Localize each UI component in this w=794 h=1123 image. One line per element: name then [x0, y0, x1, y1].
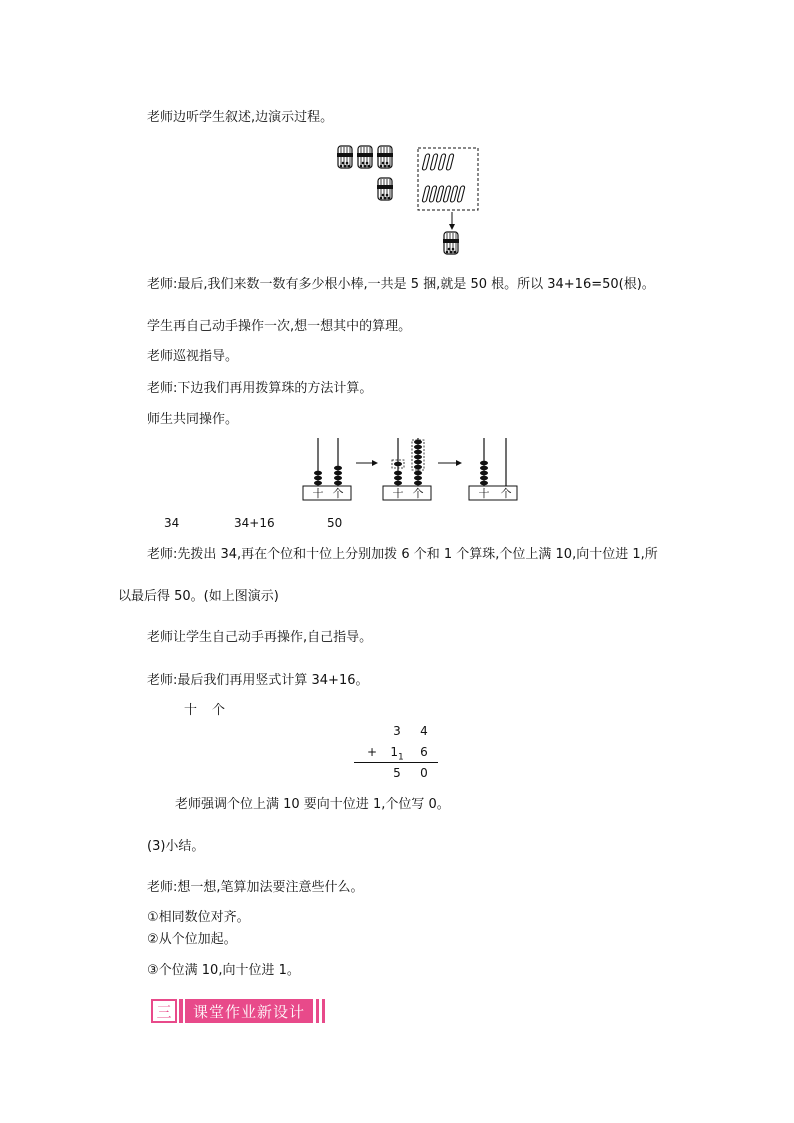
abacus-label-ones: 个 — [332, 487, 344, 500]
vertical-row1-tens: 3 — [393, 724, 401, 738]
vertical-row2-tens — [387, 745, 407, 762]
summary-point-3: ③个位满 10,向十位进 1。 — [147, 963, 300, 978]
section-title: 课堂作业新设计 — [185, 999, 313, 1023]
sticks-figure — [334, 142, 494, 262]
paragraph-self-operate: 老师让学生自己动手再操作,自己指导。 — [147, 630, 373, 645]
vertical-operator: + — [366, 745, 378, 759]
abacus-caption-34-plus-16: 34+16 — [234, 516, 275, 530]
abacus-34 — [303, 438, 351, 500]
bundle-3 — [377, 146, 393, 168]
abacus-caption-50: 50 — [327, 516, 343, 530]
abacus-figure — [300, 436, 540, 506]
section-banner — [151, 999, 325, 1023]
paragraph-teacher-guide: 老师巡视指导。 — [147, 349, 239, 364]
summary-point-2: ②从个位加起。 — [147, 932, 237, 947]
banner-stripe-1 — [316, 999, 319, 1023]
vertical-row2-ones: 6 — [420, 745, 428, 759]
carry-mark: 1 — [397, 752, 404, 763]
svg-text:个: 个 — [412, 487, 424, 500]
bundle-result — [443, 232, 459, 254]
paragraph-summary-question: 老师:想一想,笔算加法要注意些什么。 — [147, 880, 364, 895]
abacus-label-tens: 十 — [312, 487, 324, 500]
bundle-4 — [377, 178, 393, 200]
svg-text:个: 个 — [500, 487, 512, 500]
abacus-caption-34: 34 — [164, 516, 180, 530]
paragraph-summary-heading: (3)小结。 — [147, 839, 205, 854]
paragraph-together: 师生共同操作。 — [147, 412, 239, 427]
vertical-result-tens: 5 — [393, 766, 401, 780]
paragraph-abacus-intro: 老师:下边我们再用拨算珠的方法计算。 — [147, 381, 373, 396]
abacus-34-plus-16 — [383, 438, 431, 500]
vertical-result-ones: 0 — [420, 766, 428, 780]
vertical-header-tens: 十 — [184, 703, 198, 718]
paragraph-student-operate: 学生再自己动手操作一次,想一想其中的算理。 — [147, 319, 412, 334]
bundle-1 — [337, 146, 353, 168]
vertical-sum-line — [354, 762, 438, 763]
abacus-50 — [469, 438, 517, 500]
paragraph-count: 老师:最后,我们来数一数有多少根小棒,一共是 5 捆,就是 50 根。所以 34+16=50(根)。 — [147, 277, 655, 292]
banner-stripe-2 — [322, 999, 325, 1023]
vertical-row1-ones: 4 — [420, 724, 428, 738]
paragraph-abacus-explain-1: 老师:先拨出 34,再在个位和十位上分别加拨 6 个和 1 个算珠,个位上满 10,向十位进 1,所 — [147, 547, 658, 562]
paragraph-abacus-explain-2: 以最后得 50。(如上图演示) — [118, 589, 279, 604]
paragraph-demo: 老师边听学生叙述,边演示过程。 — [147, 110, 334, 125]
svg-text:十: 十 — [478, 487, 490, 500]
vertical-header-ones: 个 — [212, 703, 226, 718]
section-number: 三 — [151, 999, 177, 1023]
summary-point-1: ①相同数位对齐。 — [147, 910, 250, 925]
svg-text:十: 十 — [392, 487, 404, 500]
banner-divider — [179, 999, 183, 1023]
paragraph-vertical-intro: 老师:最后我们再用竖式计算 34+16。 — [147, 673, 369, 688]
paragraph-carry-emphasis: 老师强调个位上满 10 要向十位进 1,个位写 0。 — [175, 797, 450, 812]
bundle-2 — [357, 146, 373, 168]
vertical-row2-tens-digit: 1 — [390, 745, 398, 759]
